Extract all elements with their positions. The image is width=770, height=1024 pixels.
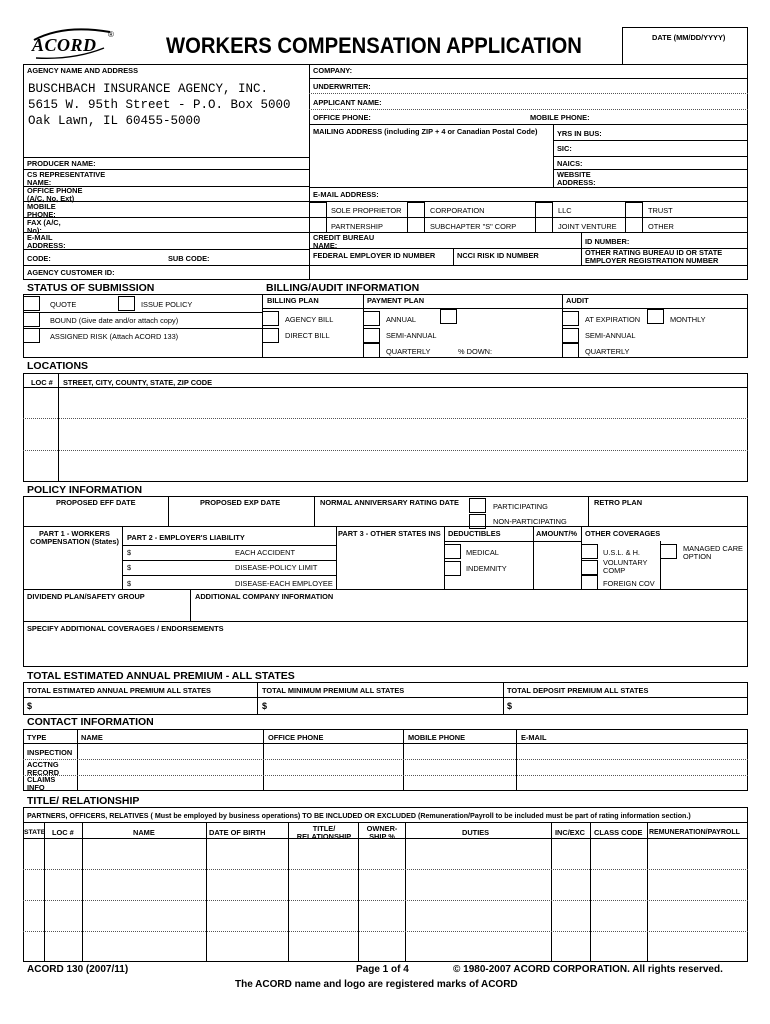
- bound-label: BOUND (Give date and/or attach copy): [50, 316, 179, 325]
- issue-policy-checkbox[interactable]: [118, 296, 135, 311]
- company-label[interactable]: COMPANY:: [313, 66, 353, 75]
- incexc-header: INC/EXC: [555, 828, 585, 837]
- payment-plan-label: PAYMENT PLAN: [367, 296, 425, 305]
- semi-annual-label: SEMI-ANNUAL: [386, 331, 437, 340]
- contact-office-header: OFFICE PHONE: [268, 733, 324, 742]
- individuals-note: PARTNERS, OFFICERS, RELATIVES ( Must be employed by business operations) TO BE INCLUDED OR EXCLUDED (Remuneration/Payroll to be included must be part of rating information section.): [27, 812, 691, 820]
- deposit-premium-dollar[interactable]: $: [507, 701, 513, 711]
- fein-label[interactable]: FEDERAL EMPLOYER ID NUMBER: [313, 251, 436, 260]
- part3-label: PART 3 - OTHER STATES INS: [338, 529, 441, 538]
- at-expiration-checkbox[interactable]: [562, 311, 579, 326]
- billing-title: BILLING/AUDIT INFORMATION: [266, 282, 420, 294]
- corporation-checkbox[interactable]: [407, 202, 425, 218]
- each-employee-dollar[interactable]: $: [127, 579, 132, 588]
- registered-mark: ®: [108, 30, 114, 39]
- street-header: STREET, CITY, COUNTY, STATE, ZIP CODE: [63, 378, 213, 387]
- dob-header: DATE OF BIRTH: [209, 828, 266, 837]
- non-participating-label: NON-PARTICIPATING: [493, 517, 567, 526]
- agency-line2: 5615 W. 95th Street - P.O. Box 5000: [28, 98, 291, 112]
- copyright: © 1980-2007 ACORD CORPORATION. All rights reserved.: [453, 964, 723, 975]
- deposit-premium-label: TOTAL DEPOSIT PREMIUM ALL STATES: [507, 686, 649, 695]
- policy-title: POLICY INFORMATION: [27, 484, 143, 496]
- registered-marks: The ACORD name and logo are registered marks of ACORD: [235, 979, 518, 990]
- retro-plan-label[interactable]: RETRO PLAN: [594, 498, 643, 507]
- ind-loc-header: LOC #: [52, 828, 74, 837]
- customer-id-label[interactable]: AGENCY CUSTOMER ID:: [27, 268, 115, 277]
- llc-checkbox[interactable]: [535, 202, 553, 218]
- locations-title: LOCATIONS: [27, 360, 89, 372]
- ush-checkbox[interactable]: [581, 544, 598, 559]
- quarterly-label: QUARTERLY: [386, 347, 431, 356]
- producer-label[interactable]: PRODUCER NAME:: [27, 159, 96, 168]
- managed-care-checkbox[interactable]: [660, 544, 677, 559]
- billing-plan-label: BILLING PLAN: [267, 296, 319, 305]
- website-label[interactable]: WEBSITE ADDRESS:: [557, 170, 596, 187]
- annual-checkbox[interactable]: [363, 311, 380, 326]
- mailing-label[interactable]: MAILING ADDRESS (including ZIP + 4 or Canadian Postal Code): [313, 127, 538, 136]
- contact-table: [23, 729, 748, 791]
- trust-label: TRUST: [648, 206, 673, 215]
- foreign-cov-label: FOREIGN COV: [603, 579, 655, 588]
- annual-label: ANNUAL: [386, 315, 416, 324]
- indemnity-checkbox[interactable]: [444, 561, 461, 576]
- trust-checkbox[interactable]: [625, 202, 643, 218]
- bound-checkbox[interactable]: [23, 312, 40, 327]
- class-code-header: CLASS CODE: [594, 828, 643, 837]
- semi-annual-checkbox[interactable]: [363, 328, 380, 343]
- acord-logo: [24, 24, 119, 60]
- date-label: DATE (MM/DD/YYYY): [652, 33, 726, 42]
- subchapter-s-checkbox[interactable]: [407, 217, 425, 233]
- at-expiration-label: AT EXPIRATION: [585, 315, 641, 324]
- ind-name-header: NAME: [133, 828, 155, 837]
- joint-venture-checkbox[interactable]: [535, 217, 553, 233]
- remuneration-header: REMUNERATION/PAYROLL: [649, 829, 740, 836]
- llc-label: LLC: [558, 206, 572, 215]
- co-email-label[interactable]: E-MAIL ADDRESS:: [313, 190, 379, 199]
- quote-checkbox[interactable]: [23, 296, 40, 311]
- est-premium-label: TOTAL ESTIMATED ANNUAL PREMIUM ALL STATES: [27, 686, 211, 695]
- anniv-date-label[interactable]: NORMAL ANNIVERSARY RATING DATE: [320, 498, 459, 507]
- sub-code-label[interactable]: SUB CODE:: [168, 254, 210, 263]
- contact-name-header: NAME: [81, 733, 103, 742]
- indemnity-label: INDEMNITY: [466, 564, 507, 573]
- fax-label[interactable]: FAX (A/C, No):: [27, 218, 61, 235]
- part1-label: PART 1 - WORKERS COMPENSATION (States): [30, 529, 119, 546]
- quote-label: QUOTE: [50, 300, 77, 309]
- ush-label: U.S.L. & H.: [603, 548, 640, 557]
- monthly-checkbox[interactable]: [647, 309, 664, 324]
- eff-date-label[interactable]: PROPOSED EFF DATE: [56, 498, 136, 507]
- other-entity-label: OTHER: [648, 222, 674, 231]
- est-premium-dollar[interactable]: $: [27, 701, 33, 711]
- percent-down-label[interactable]: % DOWN:: [458, 347, 493, 356]
- policy-limit-dollar[interactable]: $: [127, 563, 132, 572]
- claims-label: CLAIMS INFO: [27, 775, 56, 792]
- audit-quarterly-checkbox[interactable]: [562, 343, 579, 358]
- email-label[interactable]: E-MAIL ADDRESS:: [27, 233, 66, 250]
- agency-line1: BUSCHBACH INSURANCE AGENCY, INC.: [28, 82, 269, 96]
- additional-info-label[interactable]: ADDITIONAL COMPANY INFORMATION: [195, 592, 334, 601]
- audit-label: AUDIT: [566, 296, 589, 305]
- status-title: STATUS OF SUBMISSION: [27, 282, 155, 294]
- form-number: ACORD 130 (2007/11): [27, 964, 129, 975]
- each-accident-dollar[interactable]: $: [127, 548, 132, 557]
- direct-bill-checkbox[interactable]: [262, 328, 279, 343]
- partnership-checkbox[interactable]: [309, 217, 327, 233]
- logo-text: ACORD: [32, 35, 97, 55]
- agency-name-label: AGENCY NAME AND ADDRESS: [27, 66, 139, 75]
- contact-title: CONTACT INFORMATION: [27, 716, 154, 728]
- agency-line3: Oak Lawn, IL 60455-5000: [28, 114, 201, 128]
- locations-table: [23, 373, 748, 482]
- issue-policy-label: ISSUE POLICY: [141, 300, 193, 309]
- voluntary-comp-label: VOLUNTARY COMP: [603, 558, 648, 575]
- office-phone-co-label[interactable]: OFFICE PHONE:: [313, 113, 371, 122]
- other-rating-label[interactable]: OTHER RATING BUREAU ID OR STATE EMPLOYER REGISTRATION NUMBER: [585, 248, 723, 265]
- joint-venture-label: JOINT VENTURE: [558, 222, 617, 231]
- office-phone-label[interactable]: OFFICE PHONE (A/C, No, Ext): [27, 186, 83, 203]
- id-number-label[interactable]: ID NUMBER:: [585, 237, 630, 246]
- deductibles-label: DEDUCTIBLES: [448, 529, 501, 538]
- agency-bill-label: AGENCY BILL: [285, 315, 334, 324]
- page-number: Page 1 of 4: [356, 964, 409, 975]
- part2-label: PART 2 - EMPLOYER'S LIABILITY: [127, 533, 245, 542]
- partnership-label: PARTNERSHIP: [331, 222, 383, 231]
- medical-label: MEDICAL: [466, 548, 499, 557]
- foreign-cov-checkbox[interactable]: [581, 575, 598, 590]
- participating-label: PARTICIPATING: [493, 502, 548, 511]
- cs-rep-label[interactable]: CS REPRESENTATIVE NAME:: [27, 170, 106, 187]
- duties-header: DUTIES: [462, 828, 490, 837]
- assigned-risk-label: ASSIGNED RISK (Attach ACORD 133): [50, 332, 179, 341]
- managed-care-label: MANAGED CARE OPTION: [683, 544, 743, 561]
- premium-title: TOTAL ESTIMATED ANNUAL PREMIUM - ALL STATES: [27, 670, 295, 682]
- yrs-label[interactable]: YRS IN BUS:: [557, 129, 602, 138]
- loc-number-header: LOC #: [31, 378, 53, 387]
- each-accident-label: EACH ACCIDENT: [235, 548, 295, 557]
- state-header: STATE: [24, 829, 46, 836]
- sole-proprietor-label: SOLE PROPRIETOR: [331, 206, 402, 215]
- contact-type-header: TYPE: [27, 733, 47, 742]
- credit-bureau-label[interactable]: CREDIT BUREAU NAME:: [313, 233, 375, 250]
- specify-label[interactable]: SPECIFY ADDITIONAL COVERAGES / ENDORSEMENTS: [27, 624, 224, 633]
- contact-email-header: E-MAIL: [521, 733, 547, 742]
- ownership-header: OWNER- SHIP %: [366, 824, 398, 841]
- underwriter-label[interactable]: UNDERWRITER:: [313, 82, 371, 91]
- form-title: WORKERS COMPENSATION APPLICATION: [166, 33, 582, 58]
- acctng-label: ACCTNG RECORD: [27, 760, 60, 777]
- assigned-risk-checkbox[interactable]: [23, 328, 40, 343]
- monthly-label: MONTHLY: [670, 315, 706, 324]
- quarterly-checkbox[interactable]: [363, 343, 380, 358]
- payment-monthly-checkbox[interactable]: [440, 309, 457, 324]
- amount-label: AMOUNT/%: [536, 529, 578, 538]
- title-rel-header: TITLE/ RELATIONSHIP: [296, 824, 352, 841]
- agency-bill-checkbox[interactable]: [262, 311, 279, 326]
- participating-checkbox[interactable]: [469, 498, 486, 513]
- audit-semi-checkbox[interactable]: [562, 328, 579, 343]
- dividend-label[interactable]: DIVIDEND PLAN/SAFETY GROUP: [27, 592, 145, 601]
- audit-quarterly-label: QUARTERLY: [585, 347, 630, 356]
- applicant-label[interactable]: APPLICANT NAME:: [313, 98, 382, 107]
- each-employee-label: DISEASE-EACH EMPLOYEE: [235, 579, 333, 588]
- sole-proprietor-checkbox[interactable]: [309, 202, 327, 218]
- mobile-label[interactable]: MOBILE PHONE:: [27, 202, 56, 219]
- voluntary-comp-checkbox[interactable]: [581, 560, 598, 575]
- code-label[interactable]: CODE:: [27, 254, 51, 263]
- medical-checkbox[interactable]: [444, 544, 461, 559]
- other-coverages-label: OTHER COVERAGES: [585, 529, 661, 538]
- mobile-phone-co-label[interactable]: MOBILE PHONE:: [530, 113, 590, 122]
- inspection-label: INSPECTION: [27, 748, 73, 757]
- audit-semi-label: SEMI-ANNUAL: [585, 331, 636, 340]
- sic-label[interactable]: SIC:: [557, 144, 572, 153]
- direct-bill-label: DIRECT BILL: [285, 331, 330, 340]
- min-premium-dollar[interactable]: $: [262, 701, 268, 711]
- exp-date-label[interactable]: PROPOSED EXP DATE: [200, 498, 281, 507]
- other-entity-checkbox[interactable]: [625, 217, 643, 233]
- corporation-label: CORPORATION: [430, 206, 485, 215]
- contact-mobile-header: MOBILE PHONE: [408, 733, 466, 742]
- subchapter-s-label: SUBCHAPTER "S" CORP: [430, 222, 517, 231]
- ncci-label[interactable]: NCCI RISK ID NUMBER: [457, 251, 539, 260]
- naics-label[interactable]: NAICS:: [557, 159, 583, 168]
- policy-limit-label: DISEASE-POLICY LIMIT: [235, 563, 318, 572]
- individuals-title: TITLE/ RELATIONSHIP: [27, 795, 140, 807]
- min-premium-label: TOTAL MINIMUM PREMIUM ALL STATES: [262, 686, 405, 695]
